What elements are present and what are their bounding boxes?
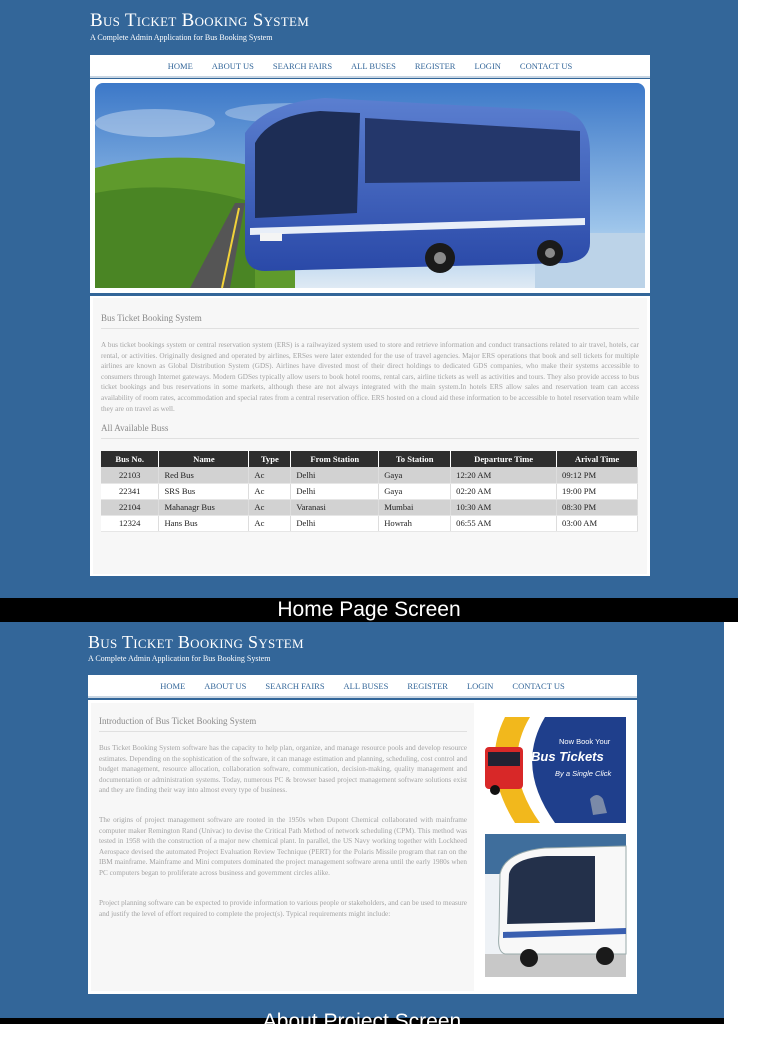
nav-search-fairs[interactable]: SEARCH FAIRS	[272, 60, 333, 71]
col-to: To Station	[379, 451, 451, 467]
nav-home[interactable]: HOME	[160, 680, 186, 691]
cell-bus-no: 12324	[101, 515, 159, 531]
col-arrival: Arival Time	[557, 451, 638, 467]
table-row[interactable]	[101, 483, 638, 499]
about-paragraph-3: Project planning software can be expected to provide information to various people or stakeholders, and can be used to measure and justify the level of effort required to complete the project(s). Typical requirements might include:	[99, 899, 467, 918]
ad-top-text: Now Book Your	[559, 737, 611, 746]
cell-type: Ac	[249, 483, 291, 499]
site-subtitle: A Complete Admin Application for Bus Booking System	[90, 33, 273, 42]
nav-login[interactable]: LOGIN	[466, 680, 494, 691]
table-title: All Available Buss	[101, 423, 639, 439]
cell-departure: 06:55 AM	[451, 515, 557, 531]
site-subtitle: A Complete Admin Application for Bus Booking System	[88, 654, 271, 663]
nav-register[interactable]: REGISTER	[407, 680, 448, 691]
cell-type: Ac	[249, 499, 291, 515]
nav-home[interactable]: HOME	[167, 60, 193, 71]
cell-arrival: 09:12 PM	[557, 467, 638, 483]
main-nav	[88, 675, 637, 698]
cell-from: Delhi	[291, 515, 379, 531]
cell-to: Gaya	[379, 467, 451, 483]
table-row[interactable]	[101, 467, 638, 483]
nav-login[interactable]: LOGIN	[474, 60, 501, 71]
cell-departure: 12:20 AM	[451, 467, 557, 483]
cell-name: Red Bus	[159, 467, 249, 483]
cell-name: SRS Bus	[159, 483, 249, 499]
about-caption	[0, 1010, 724, 1033]
about-paragraph-1: Bus Ticket Booking System software has the capacity to help plan, organize, and manage resource pools and develop resource estimates. Depending on the sophistication of the software, it can manage estimation and planning, scheduling, cost control and budget management, resource allocation, collaboration software, communication, decision-making, quality management and documentation or administration systems. Today, numerous PC & browser based project management software solutions exist and they are finding their way into almost every type of business.	[99, 744, 467, 795]
about-paragraph-2: The origins of project management software are rooted in the 1950s when Dupont Chemical collaborated with mainframe computer maker Remington Rand (Univac) to devise the Critical Path Method of network scheduling (CPM). This method was tested in 1958 with the construction of a major new chemical plant. In parallel, the US Navy working together with Lockheed Aerospace devised the automated Project Evaluation Review Technique (PERT) for the Polaris Missile program that ran on the IBM mainframe. Mainframe and Mini computers dominated the project management software arena until the early 1980s when PC computers began to proliferate across business and government circles alike.	[99, 816, 467, 877]
cell-departure: 10:30 AM	[451, 499, 557, 515]
bus-tickets-ad[interactable]	[485, 717, 626, 823]
col-name: Name	[159, 451, 249, 467]
content-panel	[90, 296, 650, 576]
main-nav	[90, 55, 650, 78]
bus-photo	[485, 834, 626, 977]
nav-contact-us[interactable]: CONTACT US	[512, 680, 565, 691]
home-caption: Home Page Screen	[0, 598, 738, 622]
cell-bus-no: 22341	[101, 483, 159, 499]
ad-sub-text: By a Single Click	[555, 769, 612, 778]
section-title: Bus Ticket Booking System	[101, 313, 639, 329]
col-bus-no: Bus No.	[101, 451, 159, 467]
banner-panel	[90, 79, 650, 293]
cell-arrival: 19:00 PM	[557, 483, 638, 499]
cell-to: Howrah	[379, 515, 451, 531]
nav-about-us[interactable]: ABOUT US	[211, 60, 254, 71]
table-row[interactable]	[101, 499, 638, 515]
bus-table	[101, 451, 638, 532]
ad-main-text: Bus Tickets	[531, 749, 604, 764]
col-departure: Departure Time	[451, 451, 557, 467]
cell-name: Hans Bus	[159, 515, 249, 531]
cell-name: Mahanagr Bus	[159, 499, 249, 515]
site-title: Bus Ticket Booking System	[90, 10, 310, 31]
about-panel	[88, 700, 637, 994]
cell-arrival: 03:00 AM	[557, 515, 638, 531]
cell-from: Delhi	[291, 467, 379, 483]
cell-departure: 02:20 AM	[451, 483, 557, 499]
nav-contact-us[interactable]: CONTACT US	[519, 60, 573, 71]
cell-type: Ac	[249, 467, 291, 483]
nav-search-fairs[interactable]: SEARCH FAIRS	[265, 680, 325, 691]
cell-bus-no: 22103	[101, 467, 159, 483]
nav-all-buses[interactable]: ALL BUSES	[343, 680, 389, 691]
nav-register[interactable]: REGISTER	[414, 60, 456, 71]
table-row[interactable]	[101, 515, 638, 531]
nav-about-us[interactable]: ABOUT US	[204, 680, 247, 691]
about-caption-text: About Project Screen	[262, 1010, 462, 1033]
cell-arrival: 08:30 PM	[557, 499, 638, 515]
cell-type: Ac	[249, 515, 291, 531]
col-type: Type	[249, 451, 291, 467]
intro-paragraph: A bus ticket bookings system or central reservation system (ERS) is a railwayized system used to store and retrieve information and conduct transactions related to air travel, hotels, car rental, or activities. Originally designed and operated by airlines, ERSes were later extended for the use of travel agencies. Major ERS operations that book and sell tickets for multiple airlines are known as Global Distribution System (GDS). Airlines have divested most of their direct holdings to dedicated GDS companies, who make their systems accessible to consumers through Internet gateways. Modern GDSes typically allow users to book hotel rooms, rental cars, airline tickets as well as activities and tours. They also provide access to bus ticket bookings and bus reservations in some markets, although these are not always integrated with the main system.In hotels ERS allow sales and reservation team can access availability of room rates, accommodation and special rates from a central reservation office. ERS hosted on a cloud aid these information to be accessible to hotel reservation team while they are on travel as well.	[101, 341, 639, 413]
section-title: Introduction of Bus Ticket Booking System	[99, 716, 467, 732]
cell-to: Mumbai	[379, 499, 451, 515]
cell-to: Gaya	[379, 483, 451, 499]
about-screen	[0, 622, 724, 1018]
cell-from: Delhi	[291, 483, 379, 499]
cell-from: Varanasi	[291, 499, 379, 515]
cell-bus-no: 22104	[101, 499, 159, 515]
bus-banner-image	[95, 83, 645, 288]
site-title: Bus Ticket Booking System	[88, 632, 304, 652]
nav-all-buses[interactable]: ALL BUSES	[351, 60, 396, 71]
col-from: From Station	[291, 451, 379, 467]
